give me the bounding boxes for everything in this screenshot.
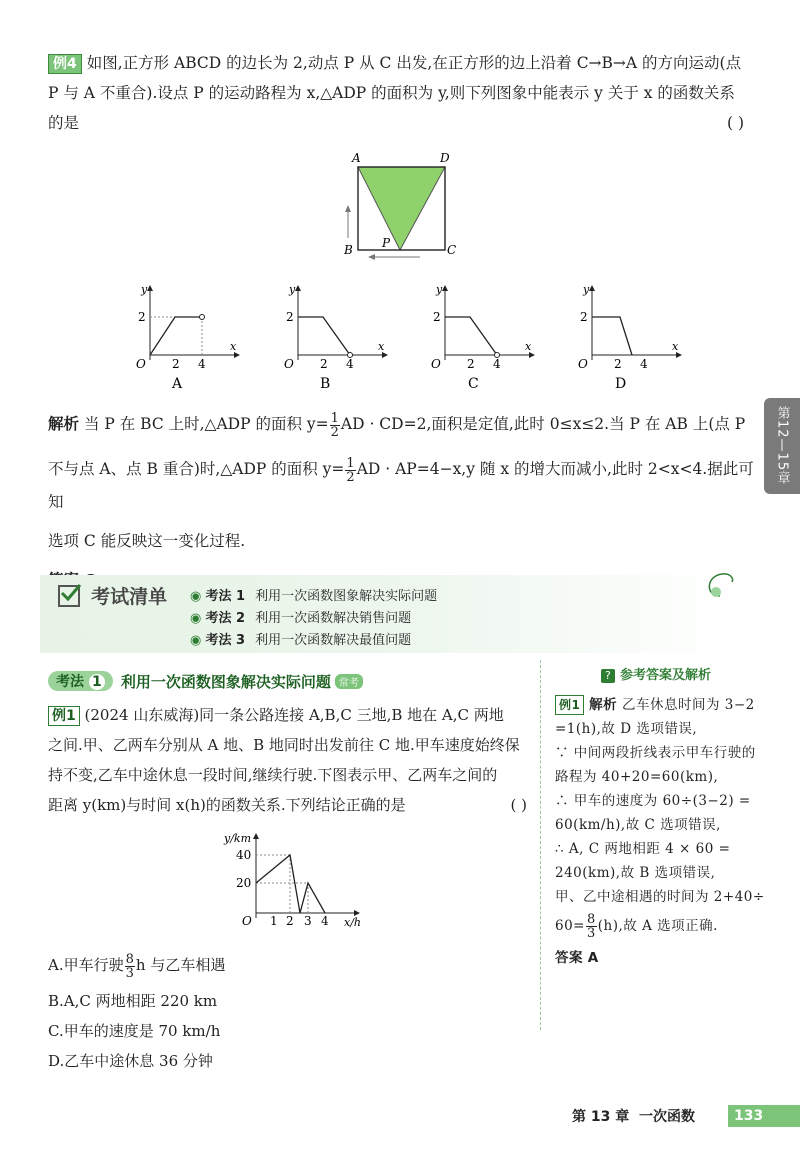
svg-text:2: 2 xyxy=(467,357,475,371)
svg-text:y: y xyxy=(436,283,443,296)
svg-text:4: 4 xyxy=(198,357,206,371)
svg-text:4: 4 xyxy=(640,357,648,371)
section-tag: 考法 1 xyxy=(48,671,113,691)
answer-column xyxy=(540,660,771,1030)
checklist-items xyxy=(190,586,437,652)
ex4-line-3: 的是 ( ) xyxy=(48,114,744,132)
svg-text:2: 2 xyxy=(433,310,441,324)
svg-text:x/h: x/h xyxy=(344,916,361,928)
label-d: D xyxy=(440,151,450,165)
answer-header: ? 参考答案及解析 xyxy=(541,664,771,683)
label-c: C xyxy=(447,243,457,257)
ex1-graph xyxy=(220,828,370,928)
svg-text:x: x xyxy=(672,340,679,353)
choice-b-label: B xyxy=(320,376,331,392)
graph-c xyxy=(431,283,535,371)
badge-frequent: 常考 xyxy=(335,674,363,689)
option-c[interactable]: C.甲车的速度是 70 km/h xyxy=(48,1022,221,1040)
check-icon xyxy=(58,585,80,607)
svg-text:3: 3 xyxy=(304,914,312,928)
svg-text:2: 2 xyxy=(286,914,294,928)
checklist-item-3[interactable]: ◉ 考法 3 利用一次函数解决最值问题 xyxy=(190,633,412,648)
graph-b xyxy=(284,283,388,371)
page-number: 133 xyxy=(734,1108,764,1124)
checklist-title: 考试清单 xyxy=(58,582,167,609)
svg-text:O: O xyxy=(578,357,588,371)
ex1-line-1: 例1 (2024 山东威海)同一条公路连接 A,B,C 三地,B 地在 A,C 两地 xyxy=(48,700,533,730)
graph-d xyxy=(578,283,682,371)
choice-d-label: D xyxy=(615,376,627,392)
svg-text:2: 2 xyxy=(320,357,328,371)
svg-text:O: O xyxy=(136,357,146,371)
svg-text:4: 4 xyxy=(321,914,329,928)
svg-text:2: 2 xyxy=(580,310,588,324)
option-a[interactable]: A.甲车行驶 $\frac{8}{3}$ h 与乙车相遇 xyxy=(48,951,226,981)
svg-text:2: 2 xyxy=(138,310,146,324)
arrow-left-head xyxy=(368,254,375,260)
svg-text:y: y xyxy=(289,283,296,296)
svg-text:y: y xyxy=(583,283,590,296)
svg-text:x: x xyxy=(525,340,532,353)
svg-text:4: 4 xyxy=(493,357,501,371)
decor-swirl-icon xyxy=(700,568,740,604)
sol-line-3: 选项 C 能反映这一变化过程. xyxy=(48,532,246,550)
svg-text:y: y xyxy=(141,283,148,296)
square-figure xyxy=(330,150,470,265)
ex4-tag: 例4 xyxy=(48,54,82,74)
bullet-icon: ◉ xyxy=(190,633,202,648)
sol-line-2: 不与点 A、点 B 重合)时,△ADP 的面积 y= $\frac{1}{2}$ AD · AP=4−x,y 随 x 的增大而减小,此时 2<x<4.据此可知 xyxy=(48,455,754,511)
label-b: B xyxy=(344,243,353,257)
key-icon: ? xyxy=(601,669,615,683)
choice-a-label: A xyxy=(172,376,183,392)
svg-text:O: O xyxy=(242,914,252,928)
option-b[interactable]: B.A,C 两地相距 220 km xyxy=(48,992,218,1010)
arrow-up-head xyxy=(345,205,351,212)
label-p: P xyxy=(382,236,391,250)
svg-text:4: 4 xyxy=(346,357,354,371)
ex1-line-3: 持不变,乙车中途休息一段时间,继续行驶.下图表示甲、乙两车之间的 xyxy=(48,766,498,784)
checklist-item-2[interactable]: ◉ 考法 2 利用一次函数解决销售问题 xyxy=(190,611,412,626)
svg-text:2: 2 xyxy=(172,357,180,371)
fraction-half-2: $\frac{1}{2}$ xyxy=(346,455,355,485)
ex4-solution xyxy=(48,408,768,597)
ex4-line-2: P 与 A 不重合).设点 P 的运动路程为 x,△ADP 的面积为 y,则下列图象中能表示 y 关于 x 的函数关系 xyxy=(48,84,735,102)
checklist-item-1[interactable]: ◉ 考法 1 利用一次函数图象解决实际问题 xyxy=(190,589,438,604)
ex4-line-1: 例4 如图,正方形 ABCD 的边长为 2,动点 P 从 C 出发,在正方形的边上沿着 C→B→A 的方向运动(点 xyxy=(48,48,768,78)
graph-a xyxy=(136,283,240,371)
choice-graphs xyxy=(120,280,720,400)
svg-text:40: 40 xyxy=(236,848,252,862)
svg-text:1: 1 xyxy=(270,914,278,928)
choice-c-label: C xyxy=(468,376,479,392)
svg-text:2: 2 xyxy=(286,310,294,324)
svg-text:y/km: y/km xyxy=(224,832,252,845)
svg-text:O: O xyxy=(284,357,294,371)
chapter-side-tab[interactable]: 第12—15章 xyxy=(764,398,800,494)
ex1-options xyxy=(48,950,225,1076)
svg-text:x: x xyxy=(230,340,237,353)
bullet-icon: ◉ xyxy=(190,611,202,626)
answer-text: 例1 解析 乙车休息时间为 3−2 =1(h),故 D 选项错误, ∵ 中间两段折线表示甲车行驶的 路程为 40+20=60(km), ∴ 甲车的速度为 60÷(3−2) = 60(km/h),故 C 选项错误, ∴ A, C 两地相距 4 × 60 = 240(km),故 B 选项错误, 甲、乙中途相遇的时间为 2+40÷ 60= $\frac{8}{3}$ (h),故 A 选项正确. 答案 A xyxy=(555,697,765,966)
ex1-line-4: 距离 y(km)与时间 x(h)的函数关系.下列结论正确的是 ( ) xyxy=(48,796,527,814)
label-a: A xyxy=(352,151,361,165)
option-d[interactable]: D.乙车中途休息 36 分钟 xyxy=(48,1052,213,1070)
example-1-question xyxy=(48,700,533,820)
svg-text:x: x xyxy=(378,340,385,353)
triangle-adp xyxy=(358,167,445,250)
footer-chapter: 第 13 章 一次函数 xyxy=(572,1109,695,1125)
page-number-bar xyxy=(728,1105,800,1127)
svg-text:20: 20 xyxy=(236,876,252,890)
example-4-question xyxy=(48,48,768,138)
ex1-line-2: 之间.甲、乙两车分别从 A 地、B 地同时出发前往 C 地.甲车速度始终保 xyxy=(48,736,520,754)
bullet-icon: ◉ xyxy=(190,589,202,604)
svg-text:O: O xyxy=(431,357,441,371)
svg-text:2: 2 xyxy=(614,357,622,371)
sol-line-1: 解析 当 P 在 BC 上时,△ADP 的面积 y= $\frac{1}{2}$ AD · CD=2,面积是定值,此时 0≤x≤2.当 P 在 AB 上(点 P xyxy=(48,410,746,440)
section-header: 考法 1 利用一次函数图象解决实际问题 常考 xyxy=(48,670,528,692)
fraction-half: $\frac{1}{2}$ xyxy=(330,410,339,440)
